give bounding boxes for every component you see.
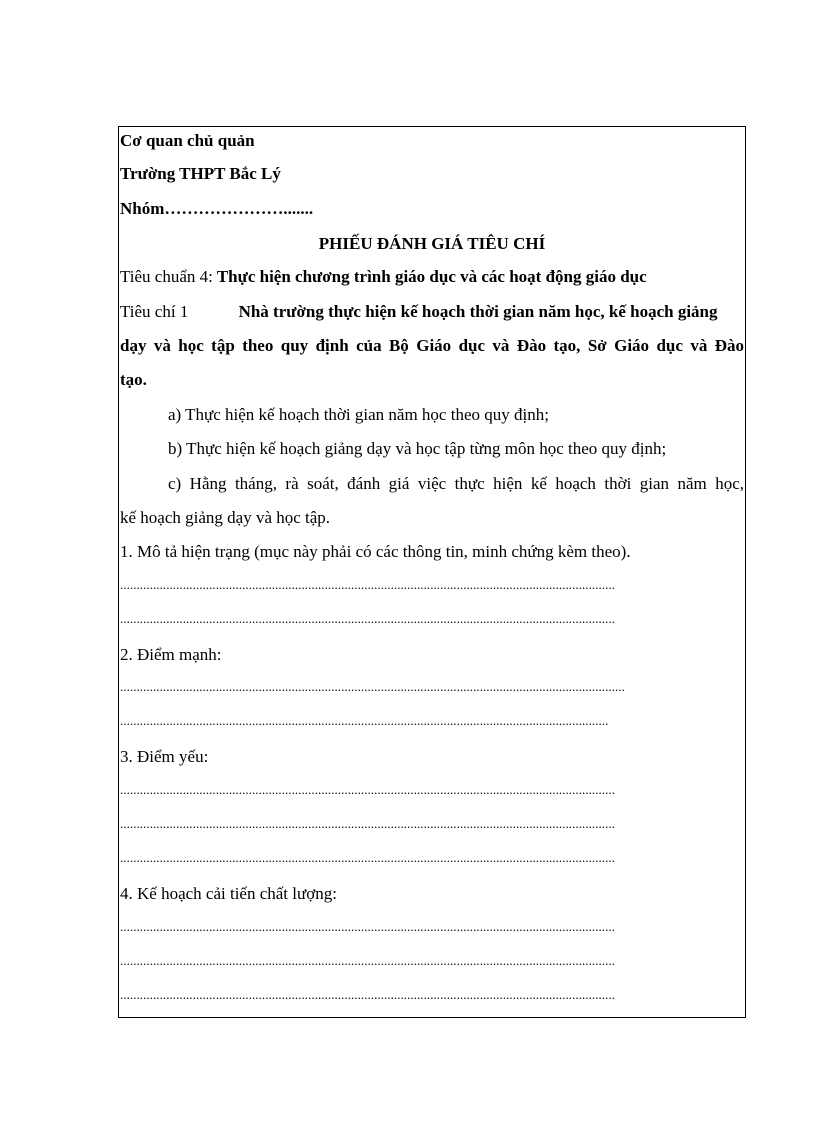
criterion-text-3: tạo.: [120, 370, 147, 389]
criterion-text-1: Nhà trường thực hiện kế hoạch thời gian năm học, kế hoạch giảng: [238, 302, 718, 321]
standard-line: [120, 267, 647, 287]
item-c-line-2: kế hoạch giảng dạy và học tập.: [120, 508, 331, 527]
answer-line[interactable]: ......................................................................................................................................................: [120, 578, 615, 592]
section-improvement-plan: 4. Kế hoạch cải tiến chất lượng:: [120, 884, 337, 903]
section-current-state: 1. Mô tả hiện trạng (mục này phải có các thông tin, minh chứng kèm theo).: [120, 542, 631, 561]
criterion-label: Tiêu chí 1: [120, 302, 189, 321]
group-field: Nhóm………………….......: [120, 199, 314, 218]
answer-line[interactable]: ......................................................................................................................................................: [120, 988, 615, 1002]
page-title: PHIẾU ĐÁNH GIÁ TIÊU CHÍ: [318, 234, 546, 253]
section-weaknesses: 3. Điểm yếu:: [120, 747, 209, 766]
section-strengths: 2. Điểm mạnh:: [120, 645, 222, 664]
answer-line[interactable]: ......................................................................................................................................................: [120, 612, 615, 626]
answer-line[interactable]: ......................................................................................................................................................: [120, 817, 615, 831]
item-a: a) Thực hiện kế hoạch thời gian năm học theo quy định;: [168, 405, 549, 424]
item-b: b) Thực hiện kế hoạch giảng dạy và học tập từng môn học theo quy định;: [168, 439, 667, 458]
item-c-line-1: c) Hằng tháng, rà soát, đánh giá việc thực hiện kế hoạch thời gian năm học,: [168, 474, 744, 493]
answer-line[interactable]: ......................................................................................................................................................: [120, 920, 615, 934]
answer-line[interactable]: ......................................................................................................................................................: [120, 851, 615, 865]
standard-text: Thực hiện chương trình giáo dục và các hoạt động giáo dục: [216, 267, 647, 286]
criterion-text-2: dạy và học tập theo quy định của Bộ Giáo dục và Đào tạo, Sở Giáo dục và Đào: [120, 336, 744, 355]
criterion-line-1: [120, 302, 744, 322]
school-name: Trường THPT Bắc Lý: [120, 164, 281, 183]
answer-line[interactable]: ....................................................................................................................................................: [120, 714, 609, 728]
answer-line[interactable]: .........................................................................................................................................................: [120, 680, 625, 694]
standard-label: Tiêu chuẩn 4:: [120, 267, 213, 286]
agency-label: Cơ quan chủ quản: [120, 131, 255, 150]
answer-line[interactable]: ......................................................................................................................................................: [120, 783, 615, 797]
answer-line[interactable]: ......................................................................................................................................................: [120, 954, 615, 968]
